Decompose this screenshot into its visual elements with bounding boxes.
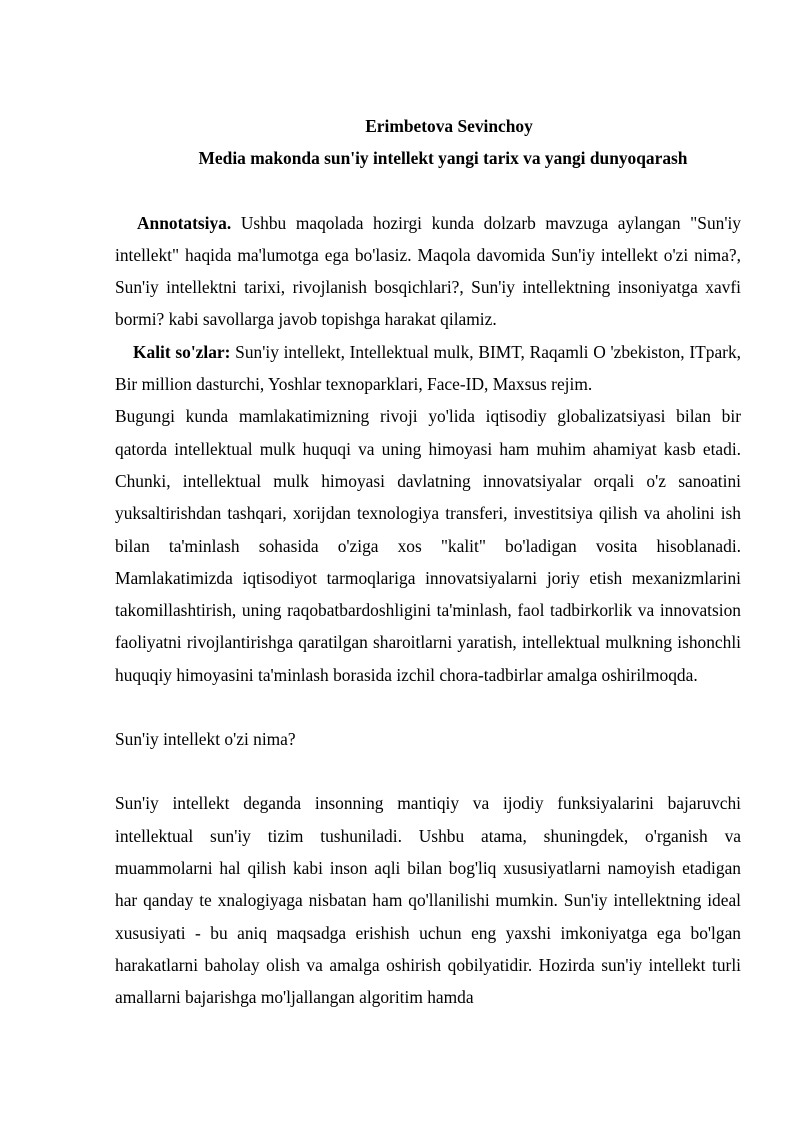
spacer — [115, 691, 741, 723]
spacer — [115, 175, 741, 207]
spacer — [115, 755, 741, 787]
annotation-paragraph — [115, 207, 741, 336]
keywords-label: Kalit so'zlar: — [133, 341, 231, 362]
author-name: Erimbetova Sevinchoy — [365, 116, 533, 136]
keywords-text: Sun'iy intellekt, Intellektual mulk, BIMT, Raqamli O 'zbekiston, ITpark, Bir million dasturchi, Yoshlar texnoparklari, Face-ID, Maxsus rejim. — [115, 341, 741, 395]
keywords-paragraph — [115, 336, 741, 401]
section-paragraph: Sun'iy intellekt deganda insonning mantiqiy va ijodiy funksiyalarini bajaruvchi intellektual sun'iy tizim tushuniladi. Ushbu atama, shuningdek, o'rganish va muammolarni hal qilish kabi inson aqli bilan bog'liq xususiyatlarni namoyish etadigan har qanday te xnalogiyaga nisbatan ham qo'llanilishi mumkin. Sun'iy intellektning ideal xususiyati - bu aniq maqsadga erishish uchun eng yaxshi imkoniyatga ega bo'lgan harakatlarni baholay olish va amalga oshirish qobilyatidir. Hozirda sun'iy intellekt turli amallarni bajarishga mo'ljallangan algoritim hamda — [115, 793, 741, 1008]
section-heading: Sun'iy intellekt o'zi nima? — [115, 729, 296, 750]
annotation-label: Annotatsiya. — [137, 212, 232, 233]
article-title: Media makonda sun'iy intellekt yangi tarix va yangi dunyoqarash — [198, 148, 688, 169]
document-page — [115, 110, 741, 1013]
annotation-text: Ushbu maqolada hozirgi kunda dolzarb mavzuga aylangan "Sun'iy intellekt" haqida ma'lumotga ega bo'lasiz. Maqola davomida Sun'iy intellekt o'zi nima?, Sun'iy intellektni tarixi, rivojlanish bosqichlari?, Sun'iy intellektning insoniyatga xavfi bormi? kabi savollarga javob topishga harakat qilamiz. — [115, 212, 741, 330]
intro-paragraph: Bugungi kunda mamlakatimizning rivoji yo'lida iqtisodiy globalizatsiyasi bilan bir qatorda intellektual mulk huquqi va uning himoyasi ham muhim ahamiyat kasb etadi. Chunki, intellektual mulk himoyasi davlatning innovatsiyalar orqali o'z sanoatini yuksaltirishdan tashqari, xorijdan texnologiya transferi, investitsiya qilish va aholini ish bilan ta'minlash sohasida o'ziga xos "kalit" bo'ladigan vosita hisoblanadi. Mamlakatimizda iqtisodiyot tarmoqlariga innovatsiyalarni joriy etish mexanizmlarini takomillashtirish, uning raqobatbardoshligini ta'minlash, faol tadbirkorlik va innovatsion faoliyatni rivojlantirishga qaratilgan sharoitlarni yaratish, intellektual mulkning ishonchli huquqiy himoyasini ta'minlash borasida izchil chora-tadbirlar amalga oshirilmoqda. — [115, 406, 741, 685]
